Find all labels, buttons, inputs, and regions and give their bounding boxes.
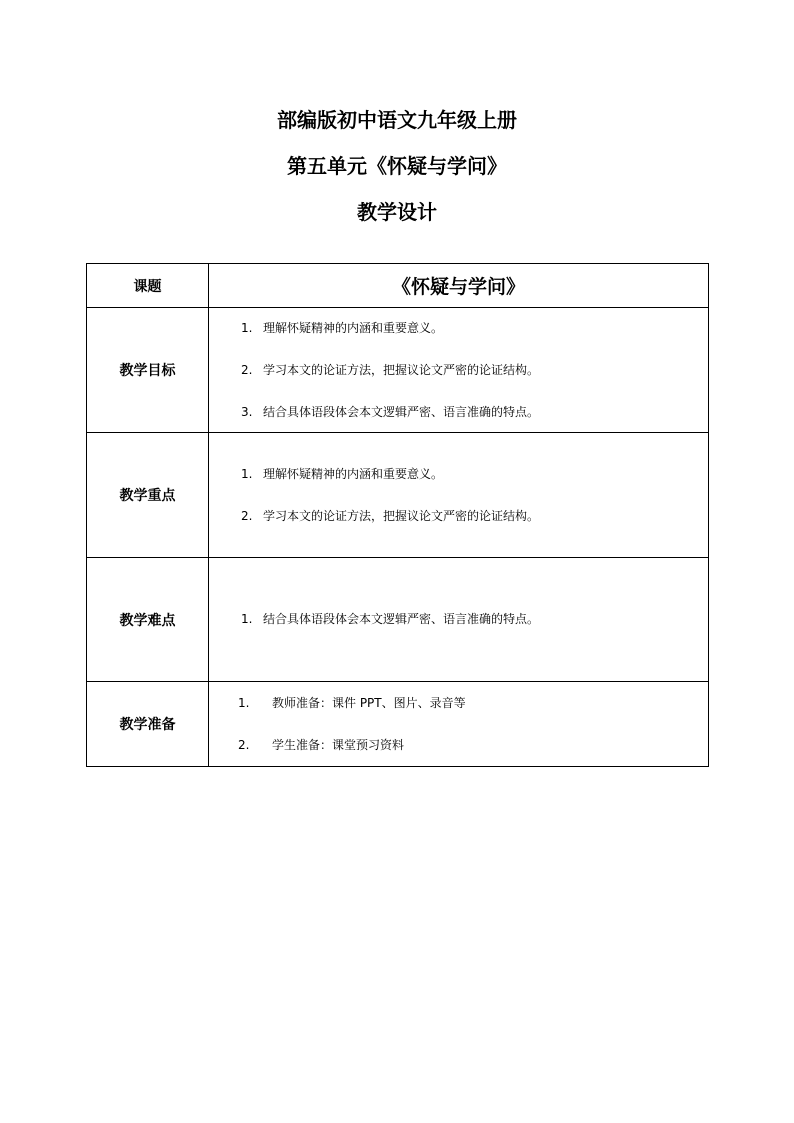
item-number: 1. <box>241 612 253 626</box>
goals-row <box>87 308 709 433</box>
item-text: 理解怀疑精神的内涵和重要意义。 <box>263 466 444 481</box>
list-item <box>209 318 708 339</box>
list-item <box>209 735 708 756</box>
key-points-content <box>209 433 709 558</box>
list-item <box>209 402 708 423</box>
difficulties-label: 教学难点 <box>87 558 209 682</box>
list-item <box>209 506 708 527</box>
difficulties-content <box>209 558 709 682</box>
key-points-row <box>87 433 709 558</box>
item-number: 1. <box>238 695 250 710</box>
topic-label: 课题 <box>87 264 209 308</box>
item-text: 学生准备：课堂预习资料 <box>272 737 405 752</box>
title-line-2: 第五单元《怀疑与学问》 <box>287 154 507 178</box>
item-number: 1. <box>241 466 253 481</box>
item-number: 2. <box>241 362 253 377</box>
goals-label: 教学目标 <box>87 308 209 433</box>
item-text: 学习本文的论证方法，把握议论文严密的论证结构。 <box>263 508 540 523</box>
item-number: 2. <box>238 737 250 752</box>
goals-content <box>209 308 709 433</box>
list-item <box>209 609 708 630</box>
item-text: 结合具体语段体会本文逻辑严密、语言准确的特点。 <box>263 404 540 419</box>
lesson-plan-table <box>86 263 709 767</box>
difficulties-row <box>87 558 709 682</box>
list-item <box>209 693 708 714</box>
list-item <box>209 360 708 381</box>
preparation-label: 教学准备 <box>87 682 209 767</box>
preparation-row <box>87 682 709 767</box>
list-item <box>209 464 708 485</box>
item-number: 2. <box>241 508 253 523</box>
item-text: 结合具体语段体会本文逻辑严密、语言准确的特点。 <box>263 612 540 626</box>
preparation-content <box>209 682 709 767</box>
key-points-label: 教学重点 <box>87 433 209 558</box>
topic-row <box>87 264 709 308</box>
title-line-3: 教学设计 <box>357 200 437 224</box>
document-title <box>0 100 794 238</box>
item-text: 理解怀疑精神的内涵和重要意义。 <box>263 320 444 335</box>
item-text: 学习本文的论证方法，把握议论文严密的论证结构。 <box>263 362 540 377</box>
topic-value: 《怀疑与学问》 <box>209 264 709 308</box>
item-text: 教师准备：课件 PPT、图片、录音等 <box>272 695 466 710</box>
title-line-1: 部编版初中语文九年级上册 <box>277 108 517 132</box>
item-number: 1. <box>241 320 253 335</box>
item-number: 3. <box>241 404 253 419</box>
